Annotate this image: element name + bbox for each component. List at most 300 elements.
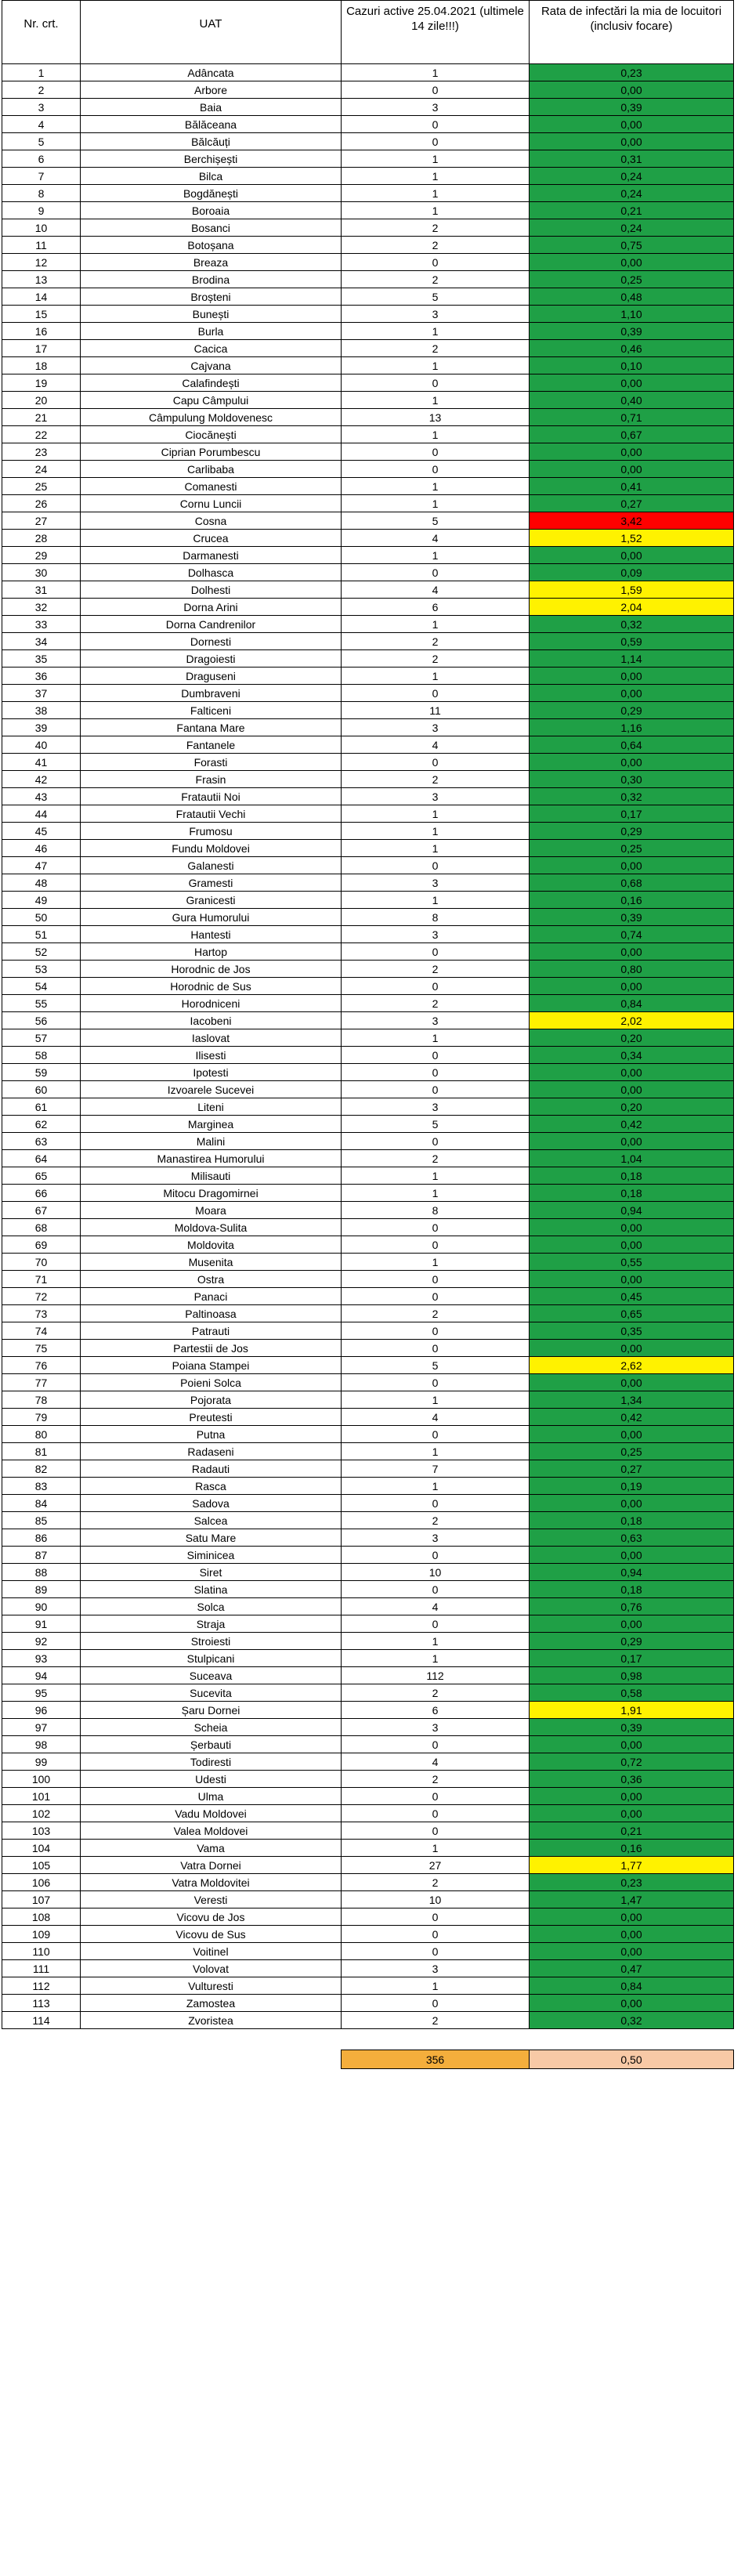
cell-cases: 2 bbox=[342, 1512, 530, 1529]
cell-cases: 0 bbox=[342, 1547, 530, 1564]
cell-rate: 0,00 bbox=[530, 1547, 734, 1564]
cell-uat: Adâncata bbox=[81, 64, 342, 81]
cell-nr: 91 bbox=[2, 1615, 81, 1633]
cell-nr: 73 bbox=[2, 1305, 81, 1322]
cell-rate: 0,00 bbox=[530, 1736, 734, 1753]
cell-uat: Patrauti bbox=[81, 1322, 342, 1340]
cell-uat: Vulturesti bbox=[81, 1977, 342, 1995]
cell-rate: 0,25 bbox=[530, 840, 734, 857]
cell-uat: Fantana Mare bbox=[81, 719, 342, 736]
cell-uat: Veresti bbox=[81, 1891, 342, 1908]
cell-uat: Brodina bbox=[81, 271, 342, 288]
cell-rate: 0,00 bbox=[530, 1064, 734, 1081]
header-uat: UAT bbox=[81, 1, 342, 64]
cell-rate: 0,29 bbox=[530, 823, 734, 840]
cell-uat: Udesti bbox=[81, 1771, 342, 1788]
cell-cases: 0 bbox=[342, 1322, 530, 1340]
cell-cases: 1 bbox=[342, 323, 530, 340]
cell-rate: 0,00 bbox=[530, 1926, 734, 1943]
cell-rate: 0,76 bbox=[530, 1598, 734, 1615]
total-cases: 356 bbox=[342, 2050, 530, 2069]
table-row bbox=[2, 1116, 734, 1133]
cell-nr: 22 bbox=[2, 426, 81, 443]
cell-nr: 64 bbox=[2, 1150, 81, 1167]
cell-nr: 17 bbox=[2, 340, 81, 357]
cell-rate: 1,77 bbox=[530, 1857, 734, 1874]
cell-cases: 0 bbox=[342, 81, 530, 99]
table-row bbox=[2, 133, 734, 150]
cell-rate: 0,39 bbox=[530, 1719, 734, 1736]
cell-cases: 1 bbox=[342, 1633, 530, 1650]
cell-cases: 0 bbox=[342, 1236, 530, 1254]
table-row bbox=[2, 1288, 734, 1305]
cell-cases: 3 bbox=[342, 788, 530, 805]
table-row bbox=[2, 1615, 734, 1633]
table-row bbox=[2, 1995, 734, 2012]
cell-rate: 0,25 bbox=[530, 1443, 734, 1460]
cell-uat: Horodniceni bbox=[81, 995, 342, 1012]
cell-cases: 3 bbox=[342, 719, 530, 736]
cell-uat: Ulma bbox=[81, 1788, 342, 1805]
cell-rate: 0,21 bbox=[530, 202, 734, 219]
cell-rate: 0,00 bbox=[530, 1340, 734, 1357]
cell-nr: 69 bbox=[2, 1236, 81, 1254]
cell-cases: 0 bbox=[342, 1374, 530, 1391]
table-row bbox=[2, 995, 734, 1012]
cell-rate: 0,24 bbox=[530, 185, 734, 202]
cell-cases: 0 bbox=[342, 1271, 530, 1288]
cell-cases: 6 bbox=[342, 1702, 530, 1719]
cell-nr: 101 bbox=[2, 1788, 81, 1805]
table-row bbox=[2, 1891, 734, 1908]
header-rate: Rata de infectări la mia de locuitori (inclusiv focare) bbox=[530, 1, 734, 64]
cell-uat: Șerbauti bbox=[81, 1736, 342, 1753]
cell-rate: 0,24 bbox=[530, 168, 734, 185]
table-row bbox=[2, 1943, 734, 1960]
cell-nr: 9 bbox=[2, 202, 81, 219]
cell-cases: 0 bbox=[342, 685, 530, 702]
cell-nr: 68 bbox=[2, 1219, 81, 1236]
cell-rate: 0,45 bbox=[530, 1288, 734, 1305]
table-row bbox=[2, 978, 734, 995]
total-row bbox=[2, 2050, 734, 2069]
cell-rate: 0,29 bbox=[530, 702, 734, 719]
cell-uat: Capu Câmpului bbox=[81, 392, 342, 409]
cell-uat: Straja bbox=[81, 1615, 342, 1633]
table-row bbox=[2, 2012, 734, 2029]
table-row bbox=[2, 1236, 734, 1254]
cell-rate: 1,34 bbox=[530, 1391, 734, 1409]
cell-cases: 3 bbox=[342, 1719, 530, 1736]
cell-nr: 49 bbox=[2, 892, 81, 909]
cell-nr: 40 bbox=[2, 736, 81, 754]
cell-cases: 0 bbox=[342, 1805, 530, 1822]
table-row bbox=[2, 512, 734, 530]
table-row bbox=[2, 1702, 734, 1719]
cell-cases: 1 bbox=[342, 1254, 530, 1271]
cell-uat: Câmpulung Moldovenesc bbox=[81, 409, 342, 426]
table-row bbox=[2, 1857, 734, 1874]
cell-cases: 4 bbox=[342, 1409, 530, 1426]
cell-rate: 1,91 bbox=[530, 1702, 734, 1719]
cell-rate: 0,00 bbox=[530, 1133, 734, 1150]
cell-rate: 0,00 bbox=[530, 668, 734, 685]
cell-nr: 44 bbox=[2, 805, 81, 823]
cell-uat: Todiresti bbox=[81, 1753, 342, 1771]
cell-rate: 1,59 bbox=[530, 581, 734, 599]
table-row bbox=[2, 81, 734, 99]
cell-cases: 1 bbox=[342, 1840, 530, 1857]
cell-cases: 2 bbox=[342, 771, 530, 788]
cell-nr: 100 bbox=[2, 1771, 81, 1788]
table-row bbox=[2, 1581, 734, 1598]
table-row bbox=[2, 1202, 734, 1219]
cell-rate: 0,98 bbox=[530, 1667, 734, 1684]
cell-nr: 4 bbox=[2, 116, 81, 133]
cell-cases: 4 bbox=[342, 1753, 530, 1771]
cell-cases: 5 bbox=[342, 1116, 530, 1133]
cell-cases: 0 bbox=[342, 943, 530, 961]
cell-cases: 2 bbox=[342, 1150, 530, 1167]
table-row bbox=[2, 1478, 734, 1495]
cell-uat: Draguseni bbox=[81, 668, 342, 685]
cell-rate: 0,68 bbox=[530, 874, 734, 892]
cell-rate: 0,00 bbox=[530, 1081, 734, 1098]
table-row bbox=[2, 1564, 734, 1581]
cell-uat: Rasca bbox=[81, 1478, 342, 1495]
blank-row bbox=[2, 2029, 734, 2050]
cell-nr: 86 bbox=[2, 1529, 81, 1547]
cell-uat: Sucevita bbox=[81, 1684, 342, 1702]
cell-uat: Dornesti bbox=[81, 633, 342, 650]
table-row bbox=[2, 288, 734, 306]
cell-uat: Zvoristea bbox=[81, 2012, 342, 2029]
table-row bbox=[2, 805, 734, 823]
cell-cases: 1 bbox=[342, 1029, 530, 1047]
cell-cases: 1 bbox=[342, 668, 530, 685]
table-row bbox=[2, 1908, 734, 1926]
cell-uat: Carlibaba bbox=[81, 461, 342, 478]
table-row bbox=[2, 1029, 734, 1047]
table-row bbox=[2, 340, 734, 357]
cell-cases: 0 bbox=[342, 1908, 530, 1926]
cell-nr: 83 bbox=[2, 1478, 81, 1495]
table-row bbox=[2, 392, 734, 409]
cell-uat: Malini bbox=[81, 1133, 342, 1150]
cell-cases: 2 bbox=[342, 650, 530, 668]
cell-nr: 114 bbox=[2, 2012, 81, 2029]
table-row bbox=[2, 1305, 734, 1322]
table-row bbox=[2, 668, 734, 685]
cell-rate: 0,17 bbox=[530, 805, 734, 823]
cell-nr: 8 bbox=[2, 185, 81, 202]
cell-nr: 109 bbox=[2, 1926, 81, 1943]
table-row bbox=[2, 478, 734, 495]
cell-uat: Berchișești bbox=[81, 150, 342, 168]
cell-cases: 0 bbox=[342, 978, 530, 995]
cell-cases: 0 bbox=[342, 461, 530, 478]
cell-rate: 2,02 bbox=[530, 1012, 734, 1029]
cell-rate: 0,39 bbox=[530, 909, 734, 926]
table-row bbox=[2, 1167, 734, 1185]
cell-cases: 2 bbox=[342, 995, 530, 1012]
table-footer bbox=[2, 2029, 734, 2069]
cell-uat: Ilisesti bbox=[81, 1047, 342, 1064]
cell-rate: 0,32 bbox=[530, 616, 734, 633]
cell-nr: 89 bbox=[2, 1581, 81, 1598]
cell-nr: 82 bbox=[2, 1460, 81, 1478]
cell-uat: Valea Moldovei bbox=[81, 1822, 342, 1840]
cell-cases: 10 bbox=[342, 1564, 530, 1581]
cell-nr: 72 bbox=[2, 1288, 81, 1305]
cell-uat: Volovat bbox=[81, 1960, 342, 1977]
table-row bbox=[2, 857, 734, 874]
table-row bbox=[2, 754, 734, 771]
cell-nr: 19 bbox=[2, 374, 81, 392]
cell-rate: 0,00 bbox=[530, 1271, 734, 1288]
cell-rate: 0,55 bbox=[530, 1254, 734, 1271]
cell-cases: 0 bbox=[342, 1943, 530, 1960]
table-row bbox=[2, 1443, 734, 1460]
cell-cases: 27 bbox=[342, 1857, 530, 1874]
cell-nr: 67 bbox=[2, 1202, 81, 1219]
cell-cases: 2 bbox=[342, 1874, 530, 1891]
cell-nr: 13 bbox=[2, 271, 81, 288]
cell-cases: 0 bbox=[342, 374, 530, 392]
cell-uat: Dorna Candrenilor bbox=[81, 616, 342, 633]
cell-nr: 92 bbox=[2, 1633, 81, 1650]
cell-uat: Arbore bbox=[81, 81, 342, 99]
cell-cases: 1 bbox=[342, 168, 530, 185]
cell-cases: 2 bbox=[342, 1771, 530, 1788]
infection-rate-table bbox=[2, 0, 734, 2069]
cell-cases: 0 bbox=[342, 133, 530, 150]
cell-cases: 3 bbox=[342, 306, 530, 323]
cell-uat: Comanesti bbox=[81, 478, 342, 495]
cell-rate: 0,10 bbox=[530, 357, 734, 374]
cell-cases: 1 bbox=[342, 150, 530, 168]
cell-rate: 1,10 bbox=[530, 306, 734, 323]
cell-cases: 3 bbox=[342, 1960, 530, 1977]
cell-nr: 102 bbox=[2, 1805, 81, 1822]
cell-uat: Stulpicani bbox=[81, 1650, 342, 1667]
cell-nr: 53 bbox=[2, 961, 81, 978]
cell-uat: Suceava bbox=[81, 1667, 342, 1684]
cell-cases: 0 bbox=[342, 1288, 530, 1305]
cell-uat: Ciprian Porumbescu bbox=[81, 443, 342, 461]
cell-nr: 24 bbox=[2, 461, 81, 478]
table-row bbox=[2, 1667, 734, 1684]
cell-rate: 0,40 bbox=[530, 392, 734, 409]
cell-nr: 84 bbox=[2, 1495, 81, 1512]
cell-rate: 0,00 bbox=[530, 461, 734, 478]
cell-nr: 75 bbox=[2, 1340, 81, 1357]
cell-uat: Bosanci bbox=[81, 219, 342, 237]
cell-uat: Pojorata bbox=[81, 1391, 342, 1409]
cell-cases: 1 bbox=[342, 357, 530, 374]
cell-rate: 0,71 bbox=[530, 409, 734, 426]
cell-rate: 0,42 bbox=[530, 1409, 734, 1426]
cell-cases: 1 bbox=[342, 1167, 530, 1185]
cell-uat: Vadu Moldovei bbox=[81, 1805, 342, 1822]
table-row bbox=[2, 823, 734, 840]
cell-uat: Ipotesti bbox=[81, 1064, 342, 1081]
table-row bbox=[2, 1840, 734, 1857]
cell-uat: Ciocănești bbox=[81, 426, 342, 443]
cell-uat: Siret bbox=[81, 1564, 342, 1581]
cell-nr: 85 bbox=[2, 1512, 81, 1529]
cell-nr: 30 bbox=[2, 564, 81, 581]
cell-uat: Gramesti bbox=[81, 874, 342, 892]
table-row bbox=[2, 1495, 734, 1512]
table-row bbox=[2, 99, 734, 116]
cell-cases: 1 bbox=[342, 1185, 530, 1202]
table-row bbox=[2, 719, 734, 736]
table-row bbox=[2, 1822, 734, 1840]
cell-uat: Hartop bbox=[81, 943, 342, 961]
table-row bbox=[2, 202, 734, 219]
cell-rate: 0,00 bbox=[530, 1788, 734, 1805]
table-row bbox=[2, 1254, 734, 1271]
table-row bbox=[2, 271, 734, 288]
cell-uat: Falticeni bbox=[81, 702, 342, 719]
cell-uat: Hantesti bbox=[81, 926, 342, 943]
cell-uat: Dorna Arini bbox=[81, 599, 342, 616]
cell-nr: 11 bbox=[2, 237, 81, 254]
cell-nr: 65 bbox=[2, 1167, 81, 1185]
table-row bbox=[2, 1719, 734, 1736]
cell-rate: 0,31 bbox=[530, 150, 734, 168]
cell-cases: 1 bbox=[342, 1977, 530, 1995]
table-row bbox=[2, 1426, 734, 1443]
table-row bbox=[2, 1185, 734, 1202]
cell-cases: 7 bbox=[342, 1460, 530, 1478]
table-row bbox=[2, 1357, 734, 1374]
cell-uat: Fundu Moldovei bbox=[81, 840, 342, 857]
cell-cases: 1 bbox=[342, 1650, 530, 1667]
cell-cases: 8 bbox=[342, 909, 530, 926]
table-row bbox=[2, 961, 734, 978]
cell-rate: 0,00 bbox=[530, 943, 734, 961]
cell-rate: 2,04 bbox=[530, 599, 734, 616]
cell-cases: 10 bbox=[342, 1891, 530, 1908]
cell-cases: 3 bbox=[342, 1529, 530, 1547]
cell-cases: 0 bbox=[342, 1822, 530, 1840]
table-row bbox=[2, 685, 734, 702]
cell-nr: 29 bbox=[2, 547, 81, 564]
cell-cases: 0 bbox=[342, 1495, 530, 1512]
cell-uat: Dolhasca bbox=[81, 564, 342, 581]
table-row bbox=[2, 926, 734, 943]
cell-rate: 1,14 bbox=[530, 650, 734, 668]
cell-cases: 0 bbox=[342, 754, 530, 771]
cell-uat: Fratautii Noi bbox=[81, 788, 342, 805]
cell-uat: Siminicea bbox=[81, 1547, 342, 1564]
cell-nr: 5 bbox=[2, 133, 81, 150]
cell-cases: 3 bbox=[342, 99, 530, 116]
cell-nr: 74 bbox=[2, 1322, 81, 1340]
cell-uat: Solca bbox=[81, 1598, 342, 1615]
cell-rate: 0,21 bbox=[530, 1822, 734, 1840]
table-row bbox=[2, 616, 734, 633]
cell-uat: Vatra Moldovitei bbox=[81, 1874, 342, 1891]
cell-rate: 0,80 bbox=[530, 961, 734, 978]
table-row bbox=[2, 1219, 734, 1236]
cell-nr: 56 bbox=[2, 1012, 81, 1029]
table-row bbox=[2, 237, 734, 254]
cell-uat: Bălăceana bbox=[81, 116, 342, 133]
table-row bbox=[2, 1012, 734, 1029]
cell-rate: 0,17 bbox=[530, 1650, 734, 1667]
cell-uat: Cacica bbox=[81, 340, 342, 357]
cell-cases: 0 bbox=[342, 1995, 530, 2012]
cell-uat: Bunești bbox=[81, 306, 342, 323]
cell-cases: 1 bbox=[342, 392, 530, 409]
cell-uat: Breaza bbox=[81, 254, 342, 271]
cell-rate: 1,04 bbox=[530, 1150, 734, 1167]
cell-rate: 0,09 bbox=[530, 564, 734, 581]
table-row bbox=[2, 64, 734, 81]
cell-uat: Poiana Stampei bbox=[81, 1357, 342, 1374]
cell-rate: 0,36 bbox=[530, 1771, 734, 1788]
table-row bbox=[2, 306, 734, 323]
cell-rate: 0,00 bbox=[530, 857, 734, 874]
header-row bbox=[2, 1, 734, 64]
cell-cases: 0 bbox=[342, 254, 530, 271]
table-row bbox=[2, 909, 734, 926]
cell-nr: 57 bbox=[2, 1029, 81, 1047]
cell-nr: 23 bbox=[2, 443, 81, 461]
cell-cases: 0 bbox=[342, 1615, 530, 1633]
cell-cases: 2 bbox=[342, 1684, 530, 1702]
cell-uat: Radaseni bbox=[81, 1443, 342, 1460]
cell-rate: 0,29 bbox=[530, 1633, 734, 1650]
cell-cases: 0 bbox=[342, 1736, 530, 1753]
cell-nr: 93 bbox=[2, 1650, 81, 1667]
table-row bbox=[2, 1753, 734, 1771]
cell-cases: 1 bbox=[342, 426, 530, 443]
cell-nr: 94 bbox=[2, 1667, 81, 1684]
cell-cases: 1 bbox=[342, 840, 530, 857]
cell-nr: 6 bbox=[2, 150, 81, 168]
cell-uat: Iaslovat bbox=[81, 1029, 342, 1047]
cell-nr: 110 bbox=[2, 1943, 81, 1960]
table-row bbox=[2, 1650, 734, 1667]
cell-nr: 90 bbox=[2, 1598, 81, 1615]
cell-rate: 0,00 bbox=[530, 547, 734, 564]
cell-rate: 0,18 bbox=[530, 1185, 734, 1202]
cell-uat: Gura Humorului bbox=[81, 909, 342, 926]
cell-rate: 0,94 bbox=[530, 1564, 734, 1581]
cell-nr: 27 bbox=[2, 512, 81, 530]
cell-uat: Poieni Solca bbox=[81, 1374, 342, 1391]
cell-cases: 1 bbox=[342, 805, 530, 823]
cell-nr: 50 bbox=[2, 909, 81, 926]
cell-uat: Sadova bbox=[81, 1495, 342, 1512]
cell-cases: 2 bbox=[342, 1305, 530, 1322]
cell-uat: Izvoarele Sucevei bbox=[81, 1081, 342, 1098]
table-row bbox=[2, 1340, 734, 1357]
cell-nr: 88 bbox=[2, 1564, 81, 1581]
cell-cases: 3 bbox=[342, 874, 530, 892]
table-row bbox=[2, 874, 734, 892]
cell-uat: Liteni bbox=[81, 1098, 342, 1116]
cell-nr: 106 bbox=[2, 1874, 81, 1891]
cell-rate: 0,39 bbox=[530, 323, 734, 340]
cell-nr: 52 bbox=[2, 943, 81, 961]
table-row bbox=[2, 168, 734, 185]
cell-uat: Calafindești bbox=[81, 374, 342, 392]
